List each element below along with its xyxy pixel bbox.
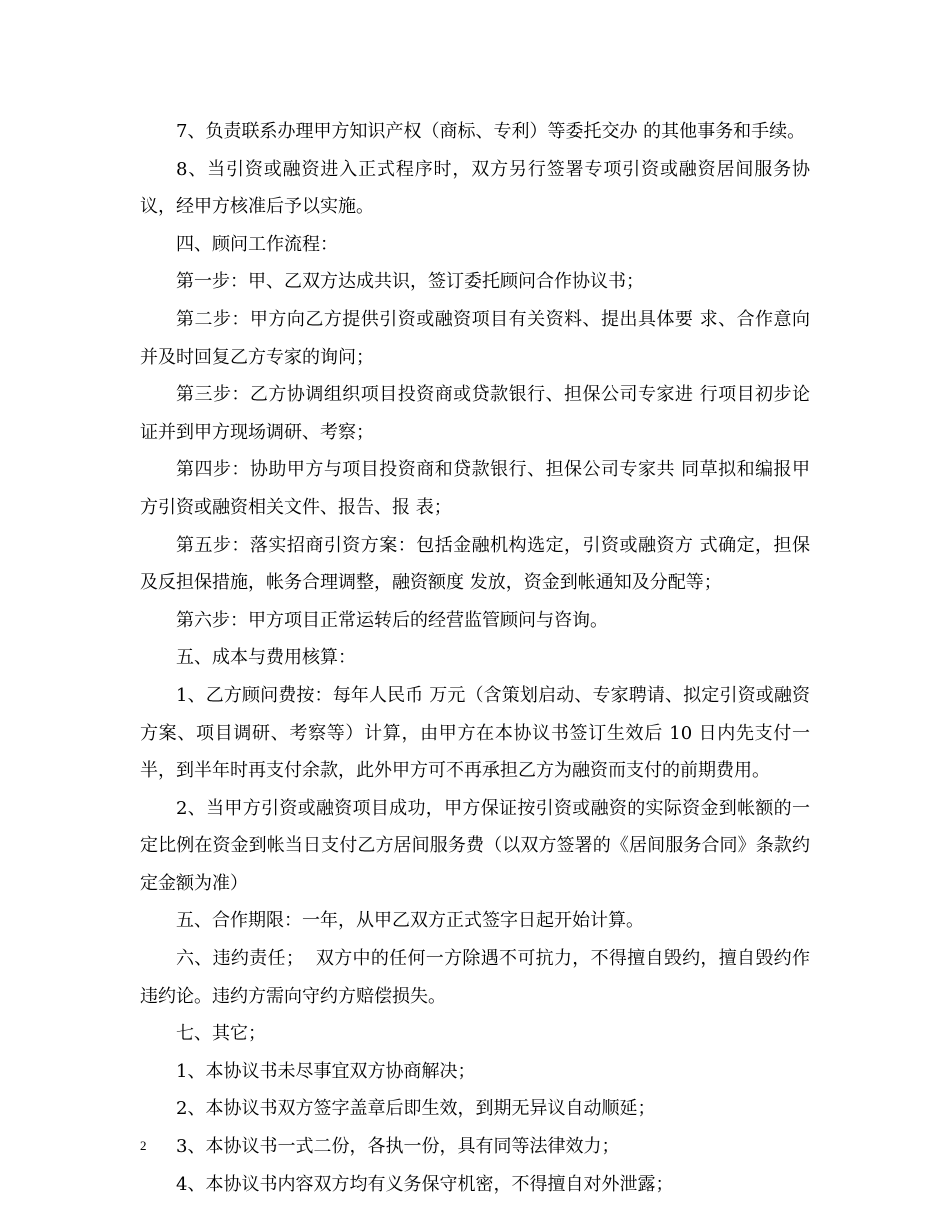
other-item-1: 1、本协议书未尽事宜双方协商解决； xyxy=(176,1060,476,1082)
other-item-2: 2、本协议书双方签字盖章后即生效，到期无异议自动顺延； xyxy=(176,1098,656,1120)
paragraph-item-8: 8、当引资或融资进入正式程序时，双方另行签署专项引资或融资居间服务协议，经甲方核准后予以实施。 xyxy=(140,158,810,218)
paragraph-item-7: 7、负责联系办理甲方知识产权（商标、专利）等委托交办 的其他事务和手续。 xyxy=(176,121,806,142)
workflow-step-5: 第五步：落实招商引资方案：包括金融机构选定，引资或融资方 式确定，担保及反担保措施，帐务合理调整，融资额度 发放，资金到帐通知及分配等； xyxy=(140,534,810,594)
workflow-step-3: 第三步：乙方协调组织项目投资商或贷款银行、担保公司专家进 行项目初步论证并到甲方现场调研、考察； xyxy=(140,384,810,443)
workflow-step-1: 第一步：甲、乙双方达成共识，签订委托顾问合作协议书； xyxy=(176,271,644,293)
document-body xyxy=(140,113,810,1203)
workflow-step-6: 第六步：甲方项目正常运转后的经营监管顾问与咨询。 xyxy=(176,609,608,631)
workflow-step-2: 第二步：甲方向乙方提供引资或融资项目有关资料、提出具体要 求、合作意向并及时回复乙方专家的询问； xyxy=(140,308,810,368)
section-heading-workflow: 四、顾问工作流程： xyxy=(176,233,338,255)
page-number: 2 xyxy=(140,1138,147,1153)
cost-item-1: 1、乙方顾问费按：每年人民币 万元（含策划启动、专家聘请、拟定引资或融资方案、项目调研、考察等）计算，由甲方在本协议书签订生效后 10 日内先支付一半，到半年时再支付余款，此外甲方可不再承担乙方为融资而支付的前期费用。 xyxy=(140,684,810,782)
section-heading-other: 七、其它； xyxy=(176,1023,266,1045)
section-breach-liability: 六、违约责任； 双方中的任何一方除遇不可抗力，不得擅自毁约，擅自毁约作违约论。违约方需向守约方赔偿损失。 xyxy=(140,948,810,1007)
cost-item-2: 2、当甲方引资或融资项目成功，甲方保证按引资或融资的实际资金到帐额的一定比例在资金到帐当日支付乙方居间服务费（以双方签署的《居间服务合同》条款约定金额为准） xyxy=(140,797,810,894)
section-cooperation-term: 五、合作期限：一年，从甲乙双方正式签字日起开始计算。 xyxy=(176,910,644,932)
workflow-step-4: 第四步：协助甲方与项目投资商和贷款银行、担保公司专家共 同草拟和编报甲方引资或融资相关文件、报告、报 表； xyxy=(140,459,810,518)
other-item-4: 4、本协议书内容双方均有义务保守机密，不得擅自对外泄露； xyxy=(176,1173,674,1195)
section-heading-costs: 五、成本与费用核算： xyxy=(176,647,356,669)
other-item-3: 3、本协议书一式二份，各执一份，具有同等法律效力； xyxy=(176,1136,620,1158)
